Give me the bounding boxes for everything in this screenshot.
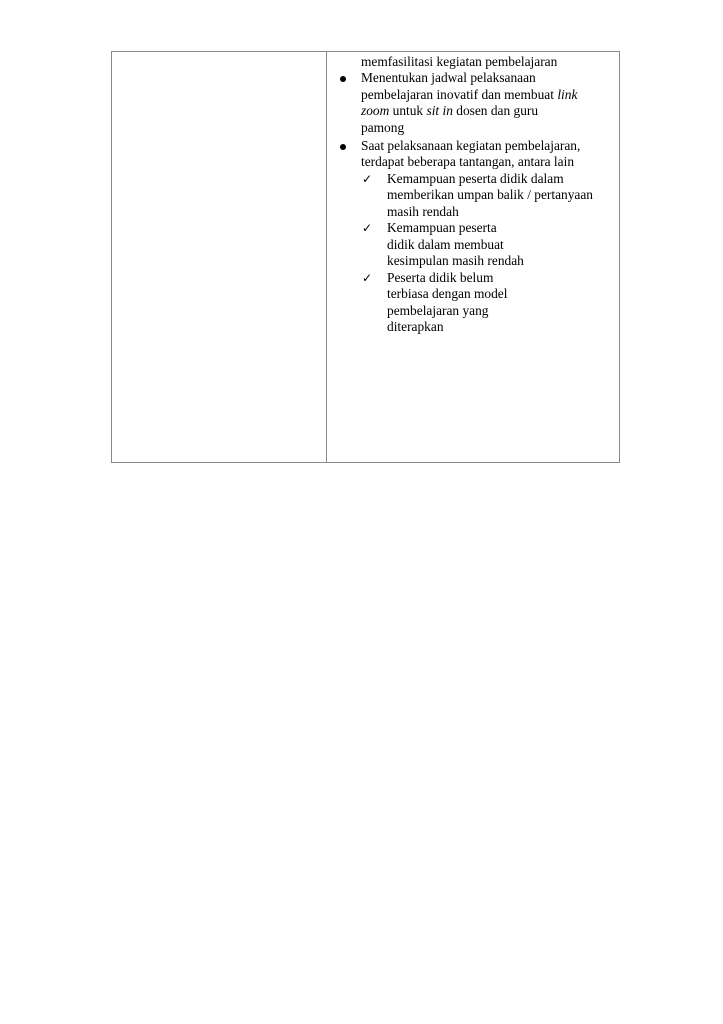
- check-mark-icon: ✓: [362, 221, 373, 235]
- table-cell-left: [112, 52, 327, 462]
- check-item-text: diterapkan: [387, 319, 444, 334]
- check-item-text: kesimpulan masih rendah: [387, 253, 524, 268]
- check-mark-icon: ✓: [362, 172, 373, 186]
- check-item-text: terbiasa dengan model: [387, 286, 508, 301]
- list-item-text: Saat pelaksanaan kegiatan pembelajaran,: [361, 138, 581, 153]
- list-item-text: Menentukan jadwal pelaksanaan: [361, 70, 536, 85]
- check-item-text: pembelajaran yang: [387, 303, 489, 318]
- bullet-icon: [340, 76, 346, 82]
- list-item-text: terdapat beberapa tantangan, antara lain: [361, 154, 575, 169]
- table-cell-right: [327, 52, 619, 462]
- content-table: [111, 51, 620, 463]
- check-item-text: memberikan umpan balik / pertanyaan: [387, 187, 593, 202]
- check-item-text: Kemampuan peserta: [387, 220, 497, 235]
- check-item-text: Kemampuan peserta didik dalam: [387, 171, 564, 186]
- list-item-text: zoom untuk sit in dosen dan guru: [361, 103, 539, 118]
- continuation-line: memfasilitasi kegiatan pembelajaran: [361, 54, 558, 69]
- list-item-text: pembelajaran inovatif dan membuat link: [361, 87, 578, 102]
- check-mark-icon: ✓: [362, 271, 373, 285]
- bullet-icon: [340, 144, 346, 150]
- check-item-text: didik dalam membuat: [387, 237, 504, 252]
- check-item-text: Peserta didik belum: [387, 270, 494, 285]
- list-item-text: pamong: [361, 120, 405, 135]
- check-item-text: masih rendah: [387, 204, 459, 219]
